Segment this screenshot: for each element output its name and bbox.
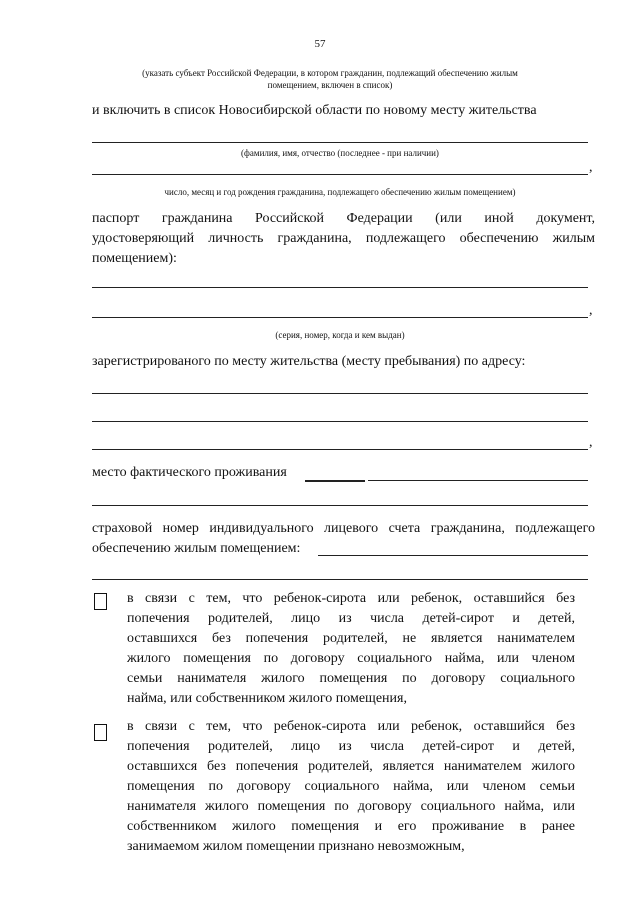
option-2-line-6: собственником жилого помещения и его проживание в ранее bbox=[127, 819, 575, 834]
subject-note-line-1: (указать субъект Российской Федерации, в котором гражданин, подлежащий обеспечению жилым bbox=[142, 68, 518, 78]
option-1-text bbox=[127, 589, 575, 709]
birth-date-line[interactable] bbox=[92, 174, 588, 175]
actual-residence-field[interactable] bbox=[368, 480, 588, 481]
option-1-line-3: оставшихся без попечения родителей, не является нанимателем bbox=[127, 631, 575, 646]
address-field-3[interactable] bbox=[92, 449, 588, 450]
option-2-line-4: помещения по договору социального найма, или членом семьи bbox=[127, 779, 575, 794]
passport-line-3: помещением): bbox=[92, 251, 177, 266]
snils-line-2: обеспечению жилым помещением: bbox=[92, 541, 301, 556]
option-1-line-2: попечения родителей, лицо из числа детей-сирот и детей, bbox=[127, 611, 575, 626]
address-field-2[interactable] bbox=[92, 421, 588, 422]
include-text: и включить в список Новосибирской области по новому месту жительства bbox=[92, 103, 537, 118]
birth-note: число, месяц и год рождения гражданина, подлежащего обеспечению жилым помещением) bbox=[164, 187, 516, 197]
comma: , bbox=[589, 303, 593, 318]
passport-line-2: удостоверяющий личность гражданина, подлежащего обеспечению жилым bbox=[92, 231, 595, 246]
registered-text: зарегистрированого по месту жительства (месту пребывания) по адресу: bbox=[92, 354, 526, 369]
option-2-line-2: попечения родителей, лицо из числа детей-сирот и детей, bbox=[127, 739, 575, 754]
option-1-line-5: семьи нанимателя жилого помещения по договору социального bbox=[127, 671, 575, 686]
passport-line-1: паспорт гражданина Российской Федерации (или иной документ, bbox=[92, 211, 595, 226]
subject-note-line-2: помещением, включен в список) bbox=[267, 80, 393, 90]
passport-note: (серия, номер, когда и кем выдан) bbox=[275, 330, 405, 340]
subject-note bbox=[95, 67, 565, 91]
fio-line[interactable] bbox=[92, 142, 588, 143]
option-2-line-5: нанимателя жилого помещения по договору социального найма, или bbox=[127, 799, 575, 814]
actual-residence-field-2[interactable] bbox=[92, 505, 588, 506]
comma: , bbox=[589, 435, 593, 450]
option-1-line-4: жилого помещения по договору социального найма, или членом bbox=[127, 651, 575, 666]
option-1-line-6: найма, или собственником жилого помещения, bbox=[127, 691, 407, 706]
passport-paragraph bbox=[92, 209, 595, 269]
passport-line-field-1[interactable] bbox=[92, 287, 588, 288]
actual-residence-field-short[interactable] bbox=[305, 480, 365, 482]
option-2-line-1: в связи с тем, что ребенок-сирота или ребенок, оставшийся без bbox=[127, 719, 575, 734]
option-2-line-3: оставшихся без попечения родителей, является нанимателем жилого bbox=[127, 759, 575, 774]
actual-residence-text: место фактического проживания bbox=[92, 465, 287, 480]
snils-field-2[interactable] bbox=[92, 579, 588, 580]
address-field-1[interactable] bbox=[92, 393, 588, 394]
page-number: 57 bbox=[314, 38, 326, 50]
snils-paragraph bbox=[92, 519, 595, 559]
fio-note: (фамилия, имя, отчество (последнее - при наличии) bbox=[241, 148, 439, 158]
passport-line-field-2[interactable] bbox=[92, 317, 588, 318]
snils-line-1: страховой номер индивидуального лицевого счета гражданина, подлежащего bbox=[92, 521, 595, 536]
snils-field[interactable] bbox=[318, 555, 588, 556]
option-2-line-7: занимаемом жилом помещении признано невозможным, bbox=[127, 839, 465, 854]
option-1-line-1: в связи с тем, что ребенок-сирота или ребенок, оставшийся без bbox=[127, 591, 575, 606]
comma: , bbox=[589, 160, 593, 175]
option-2-text bbox=[127, 717, 575, 857]
option-2-checkbox[interactable] bbox=[94, 724, 107, 741]
option-1-checkbox[interactable] bbox=[94, 593, 107, 610]
